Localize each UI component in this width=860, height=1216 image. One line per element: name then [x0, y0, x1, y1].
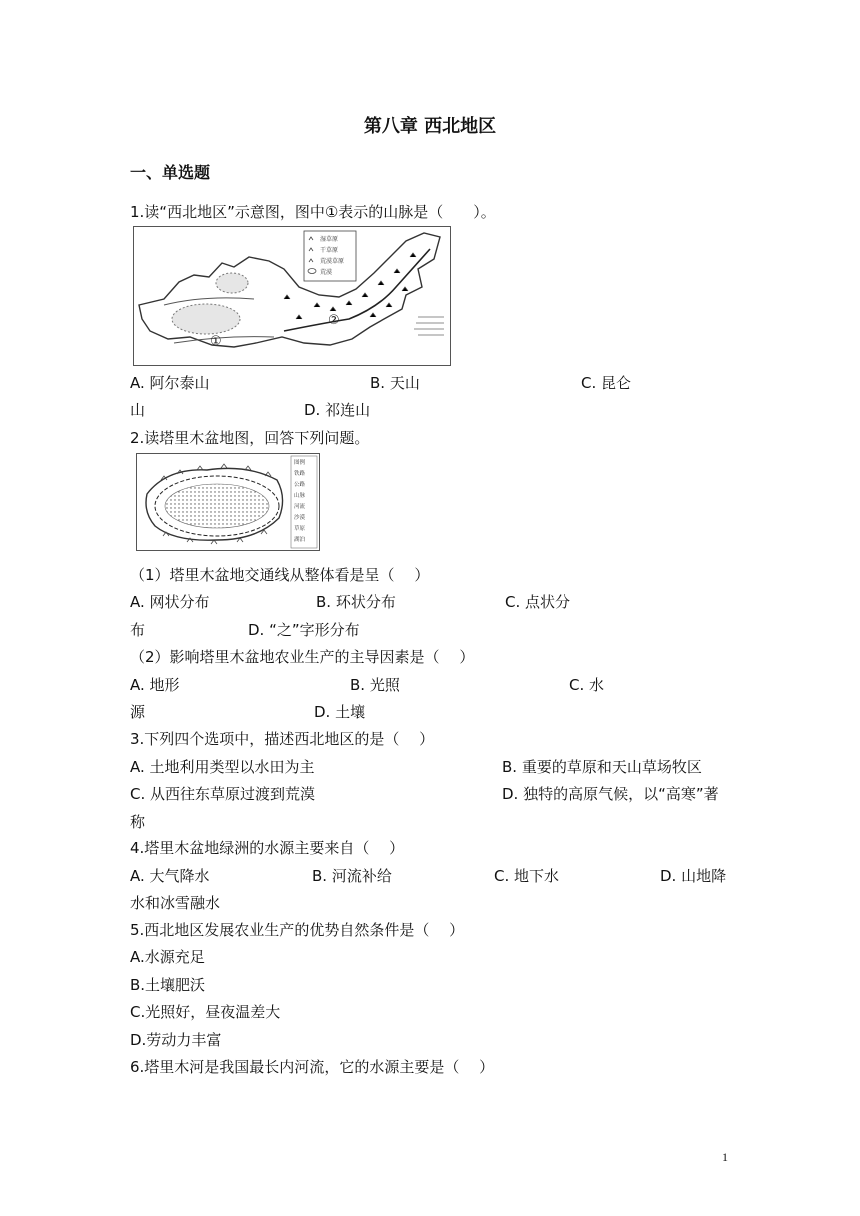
tarim-basin-map: [137, 454, 319, 550]
q1-option-a: A. 阿尔泰山: [130, 374, 210, 392]
q5-option-c: C.光照好，昼夜温差大: [130, 1003, 281, 1021]
q3-option-d: D. 独特的高原气候，以“高寒”著: [502, 785, 719, 803]
legend-4: 荒漠: [320, 270, 333, 276]
legend-2: 干草原: [320, 248, 339, 254]
q5-stem: 5.西北地区发展农业生产的优势自然条件是（ ）: [130, 921, 465, 939]
northwest-region-map: [134, 227, 450, 365]
q4-option-a: A. 大气降水: [130, 867, 210, 885]
q1-option-c-wrap: 山: [130, 401, 146, 419]
legend-3: 荒漠草原: [320, 259, 345, 265]
legend-title: 图例: [294, 460, 306, 466]
q1-option-d: D. 祁连山: [304, 401, 371, 419]
q1-map-figure: [133, 226, 451, 366]
q3-stem: 3.下列四个选项中，描述西北地区的是（ ）: [130, 730, 435, 748]
q1-option-b: B. 天山: [370, 374, 420, 392]
legend-lake: 湖泊: [294, 537, 306, 543]
q2-sub1-option-d: D. “之”字形分布: [248, 621, 360, 639]
q2-map-figure: [136, 453, 320, 551]
q5-option-a: A.水源充足: [130, 948, 205, 966]
page-number: 1: [722, 1150, 728, 1164]
q2-sub1-stem: （1）塔里木盆地交通线从整体看是呈（ ）: [130, 566, 430, 584]
legend-grassland: 草原: [294, 526, 306, 532]
legend-road: 公路: [294, 482, 306, 488]
q2-sub2-option-d: D. 土壤: [314, 703, 366, 721]
map-marker-2: ②: [328, 313, 340, 328]
legend-1: 湿草原: [320, 237, 339, 243]
q2-stem: 2.读塔里木盆地图，回答下列问题。: [130, 429, 370, 447]
q6-stem: 6.塔里木河是我国最长内河流，它的水源主要是（ ）: [130, 1058, 495, 1076]
q2-sub1-option-a: A. 网状分布: [130, 593, 210, 611]
q2-sub2-option-c: C. 水: [569, 676, 605, 694]
q2-sub2-option-a: A. 地形: [130, 676, 180, 694]
q3-option-d-wrap: 称: [130, 813, 146, 831]
q4-stem: 4.塔里木盆地绿洲的水源主要来自（ ）: [130, 839, 405, 857]
q5-option-d: D.劳动力丰富: [130, 1031, 222, 1049]
q2-sub2-option-c-wrap: 源: [130, 703, 146, 721]
q4-option-b: B. 河流补给: [312, 867, 392, 885]
q2-sub2-option-b: B. 光照: [350, 676, 400, 694]
q5-option-b: B.土壤肥沃: [130, 976, 206, 994]
q1-stem: 1.读“西北地区”示意图，图中①表示的山脉是（ ）。: [130, 203, 496, 221]
q2-sub1-option-c: C. 点状分: [505, 593, 571, 611]
q2-sub2-stem: （2）影响塔里木盆地农业生产的主导因素是（ ）: [130, 648, 475, 666]
legend-river: 河流: [294, 504, 306, 510]
q4-option-d: D. 山地降: [660, 867, 727, 885]
section-heading: 一、单选题: [130, 163, 211, 182]
q2-sub1-option-c-wrap: 布: [130, 621, 146, 639]
page-title: 第八章 西北地区: [363, 116, 497, 137]
q3-option-b: B. 重要的草原和天山草场牧区: [502, 758, 702, 776]
q3-option-c: C. 从西往东草原过渡到荒漠: [130, 785, 316, 803]
q4-option-c: C. 地下水: [494, 867, 560, 885]
map-marker-1: ①: [210, 334, 222, 349]
legend-railway: 铁路: [294, 471, 306, 477]
q2-sub1-option-b: B. 环状分布: [316, 593, 396, 611]
legend-desert: 沙漠: [294, 515, 306, 521]
q4-option-d-wrap: 水和冰雪融水: [130, 894, 221, 912]
legend-mountain: 山脉: [294, 493, 306, 499]
q3-option-a: A. 土地利用类型以水田为主: [130, 758, 315, 776]
q1-option-c: C. 昆仑: [581, 374, 632, 392]
